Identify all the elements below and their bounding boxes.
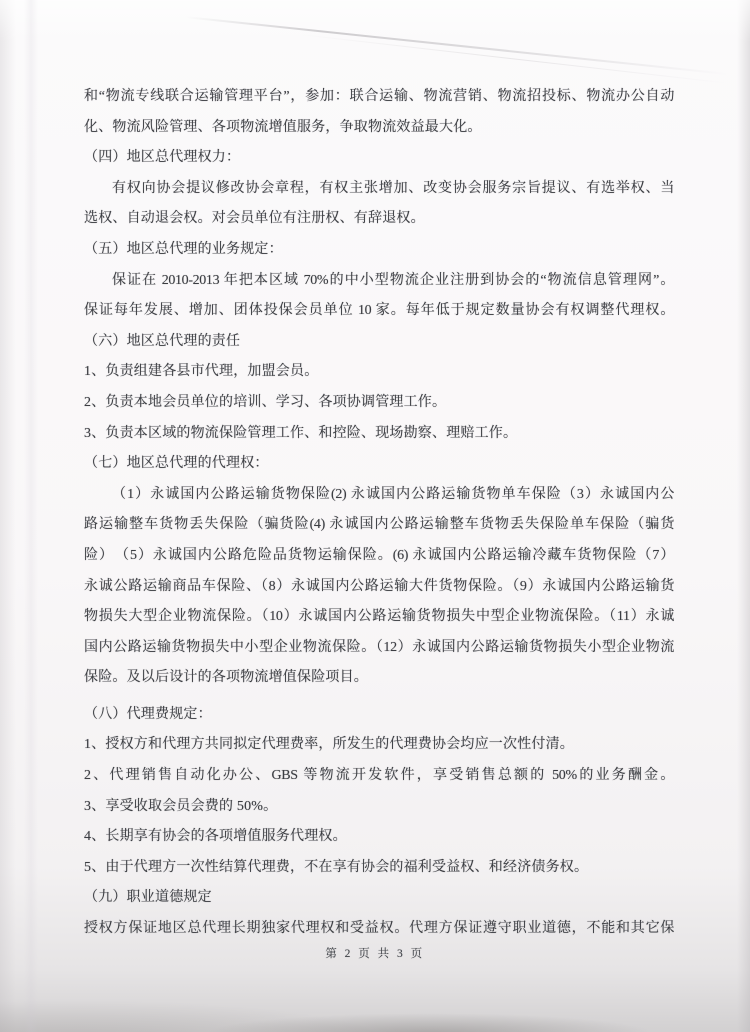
section-heading-8: （八）代理费规定： <box>84 706 212 722</box>
section-heading-7: （七）地区总代理的代理权： <box>84 456 269 472</box>
text-line: 和“物流专线联合运输管理平台”，参加：联合运输、物流营销、物流招投标、物流办公自动 <box>84 89 674 104</box>
paper-crease-line-faint <box>300 34 727 84</box>
paper-crease-line <box>185 16 727 75</box>
text-line: 路运输整车货物丢失保险（骗货险(4) 永诚国内公路运输整车货物丢失保险单车保险（骗货 <box>84 517 674 533</box>
text-line: 选权、自动退会权。对会员单位有注册权、有辞退权。 <box>84 211 425 227</box>
list-item-1: 1、负责组建各县市代理，加盟会员。 <box>84 364 319 380</box>
page-number-footer: 第 2 页 共 3 页 <box>325 948 425 960</box>
section-heading-4: （四）地区总代理权力： <box>84 150 241 166</box>
section-heading-6: （六）地区总代理的责任 <box>84 333 241 349</box>
text-line: 国内公路运输货物损失中小型企业物流保险。（12）永诚国内公路运输货物损失小型企业物流 <box>84 639 674 655</box>
list-item-3: 3、享受收取会员会费的 50%。 <box>84 798 278 814</box>
list-item-2: 2、代理销售自动化办公、GBS 等物流开发软件，享受销售总额的 50%的业务酬金。 <box>84 768 674 784</box>
document-body <box>84 82 674 945</box>
text-line: 保证在 2010-2013 年把本区域 70%的中小型物流企业注册到协会的“物流信息管理网”。 <box>112 272 674 288</box>
text-line: 保险。及以后设计的各项物流增值保险项目。 <box>84 670 368 686</box>
text-line: 物损失大型企业物流保险。（10）永诚国内公路运输货物损失中型企业物流保险。（11）永诚 <box>84 609 674 625</box>
text-line: 险） （5）永诚国内公路危险品货物运输保险。(6) 永诚国内公路运输冷藏车货物保险（7） <box>84 547 674 563</box>
list-item-1: 1、授权方和代理方共同拟定代理费率，所发生的代理费协会均应一次性付清。 <box>84 737 574 753</box>
text-line: 授权方保证地区总代理长期独家代理权和受益权。代理方保证遵守职业道德，不能和其它保 <box>84 921 674 937</box>
list-item-5: 5、由于代理方一次性结算代理费，不在享有协会的福利受益权、和经济债务权。 <box>84 859 589 875</box>
section-heading-5: （五）地区总代理的业务规定： <box>84 241 283 257</box>
text-line: 化、物流风险管理、各项物流增值服务，争取物流效益最大化。 <box>84 119 482 135</box>
list-item-3: 3、负责本区域的物流保险管理工作、和控险、现场勘察、理赔工作。 <box>84 425 518 441</box>
list-item-2: 2、负责本地会员单位的培训、学习、各项协调管理工作。 <box>84 394 447 410</box>
section-heading-9: （九）职业道德规定 <box>84 890 212 906</box>
text-line: 有权向协会提议修改协会章程，有权主张增加、改变协会服务宗旨提议、有选举权、当 <box>112 180 674 196</box>
paper-fold-shading <box>24 0 38 1032</box>
text-line: （1）永诚国内公路运输货物保险(2) 永诚国内公路运输货物单车保险（3）永诚国内公 <box>112 486 674 502</box>
text-line: 保证每年发展、增加、团体投保会员单位 10 家。每年低于规定数量协会有权调整代理权。 <box>84 303 674 319</box>
text-line: 永诚公路运输商品车保险、（8）永诚国内公路运输大件货物保险。（9）永诚国内公路运输货 <box>84 578 674 594</box>
list-item-4: 4、长期享有协会的各项增值服务代理权。 <box>84 829 347 845</box>
